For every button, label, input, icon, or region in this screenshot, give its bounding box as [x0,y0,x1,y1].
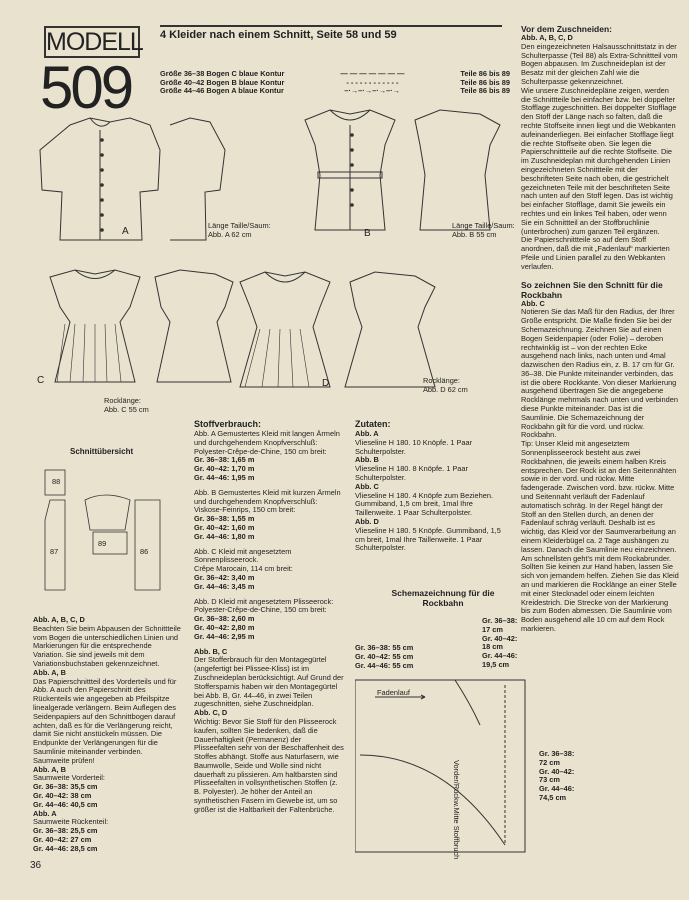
subheading: Abb. D [355,516,379,526]
value-line: Gr. 44–46: 1,95 m [194,472,255,482]
paragraph: Polyester-Crêpe-de-Chine, 150 cm breit: [194,605,327,615]
dress-b-length-label: Länge Taille/Saum: [452,221,515,230]
schnitt-heading: Schnittübersicht [70,447,134,456]
notions-heading: Zutaten: [355,419,391,429]
value-line: Gr. 44–46: [482,651,518,661]
value-line: Gr. 44–46: 40,5 cm [33,799,98,809]
paragraph: Wie unsere Zuschneidepläne zeigen, werden die Schnittteile bei einfacher bzw. bei doppelter Stofflage zugeschnitten. Bei doppelter Stofflage den Stoff der Länge nach so falten, daß die rechte Stoffseite innen liegt und die Webkanten aufeinanderliegen. Bei einfacher Stofflage liegt die rechte Stoffseite oben. Sie legen die Papierschnittteile auf die rechte Stoffseite. Die im Zuschneideplan mit durchgehenden Linien eingezeichneten Schnittteile mit der beschrifteten Seite nach oben, die gestrichelt gezeichneten Teile mit der beschrifteten Seite nach unten auf den Stoff legen. Das ist wichtig bei einfacher Stofflage, damit Sie jeweils ein rechtes und ein linkes Teil haben, oder wenn Sie ein Schnittteil an der Stoffbruchlinie (unterbrochen) zum ganzen Teil ergänzen. [521,85,677,236]
subheading: Abb. A, B [33,667,66,677]
paragraph: Vlieseline H 180. 5 Knöpfe. Gummiband, 1,5 cm breit, 1mal Ihre Taillenweite. 1 Paar Schulterpolster. [355,525,501,553]
subheading: Abb. C [521,298,545,308]
paragraph: Abb. A Gemustertes Kleid mit langen Ärmeln und durchgehendem Knopfverschluß: [194,429,340,447]
dress-d-length-value: Abb. D 62 cm [423,385,468,394]
paragraph: Der Stofferbrauch für den Montagegürtel (angefertigt bei Plissee-Kliss) ist im Zuschneideplan berücksichtigt. Auf Grund der Stoffersparnis haben wir den Montagegürtel bei Abb. B, Gr. 44–46, in zwei Teilen zugeschnitten, siehe Zuschneidplan. [194,655,344,709]
value-line: 74,5 cm [539,792,567,802]
subheading: Abb. C [355,481,379,491]
paragraph: Saumweite Rückenteil: [33,817,109,827]
value-line: Gr. 40–42: 27 cm [33,834,92,844]
model-label: MODELL [46,28,143,56]
notions-column [355,419,505,553]
paragraph: Abb. C Kleid mit angesetztem Sonnenplisseerock. [194,546,292,565]
value-line: 18 cm [482,642,503,652]
value-line: 73 cm [539,775,560,785]
size-pages: Teile 86 bis 89 [460,77,510,87]
dress-a-length-label: Länge Taille/Saum: [208,221,271,230]
dress-b-label: B [364,228,371,239]
subheading: Abb. A, B, C, D [521,33,573,42]
dress-a-illustration [30,110,230,250]
size-pages: Teile 86 bis 89 [460,69,510,78]
value-line: Gr. 44–46: 28,5 cm [33,843,98,853]
pattern-label-89: 89 [98,539,107,548]
dress-c-illustration [35,262,235,392]
page-title: 4 Kleider nach einem Schnitt, Seite 58 und 59 [160,29,397,41]
value-line: Gr. 44–46: [539,784,575,794]
value-line: Gr. 36–42: 3,40 m [194,572,255,582]
value-line: 17 cm [482,624,503,634]
left-column [33,616,181,854]
paragraph: Wichtig: Bevor Sie Stoff für den Plisseerock kaufen, sollten Sie bedenken, daß die Dauerhaftigkeit (Permanenz) der Plisseefalten sehr von der Beschaffenheit des Stoffes abhängt. Stoffe aus Naturfasern, wie Baumwolle, Seide und Wolle sind nicht dauerhaft zu plissieren. Am haltbarsten sind Plisseefalten in vollsynthetischen Stoffen (z. B. Polyester). Je höher der Anteil an synthetischen Fasern im Gewebe ist, um so größer ist die Haltbarkeit der Faltenbrüche. [194,716,344,814]
page-number: 36 [30,860,42,871]
fabric-heading: Stoffverbrauch: [194,419,262,429]
value-line: Gr. 36–38: [539,749,575,758]
paragraph: Saumweite Vorderteil: [33,773,105,783]
value-line: Gr. 36–38: 1,55 m [194,514,255,524]
subheading: Abb. B [355,455,379,465]
size-line: –·→–·→–·→–·→ [344,86,401,95]
paragraph: Polyester-Crêpe-de-Chine, 150 cm breit: [194,446,327,456]
size-row [160,87,510,96]
right-heading: Vor dem Zuschneiden: [521,24,612,34]
dress-b-illustration [285,100,505,240]
dress-c-label: C [37,375,45,386]
size-label: Größe 40–42 Bogen B blaue Kontur [160,77,285,87]
size-line: - - - - - - - - - - - - [346,77,399,87]
value-line: Gr. 40–42: 1,60 m [194,522,255,532]
value-line: Gr. 40–42: 1,70 m [194,464,255,474]
paragraph: Den eingezeichneten Halsausschnittstatz in der Schulterpasse (Teil 88) als Extra-Schnittteil vom Bogen abpausen. Im Zuschneideplan ist der Besatz mit der gleichen Zahl wie die Schulterpasse gekennzeichnet. [521,41,678,86]
value-line: Gr. 44–46: 2,95 m [194,631,255,641]
dress-d-length-label: Rocklänge: [423,376,460,385]
right-heading: So zeichnen Sie den Schnitt für die Rockbahn [521,279,663,300]
schema-left-values [355,644,475,670]
paragraph: Viskose-Feinrips, 150 cm breit: [194,505,296,515]
value-line: Gr. 44–46: 3,45 m [194,581,255,591]
paragraph: Vlieseline H 180. 4 Knöpfe zum Beziehen. Gummiband, 1,5 cm breit, 1mal Ihre Taillenweite. 1 Paar Schulterpolster. [355,490,494,518]
paragraph: Das Papierschnittteil des Vorderteils und für Abb. A auch den Papierschnitt des Rückenteils wie angegeben ab Pfeilspitze linealgerade verlängern. Beim Auflegen des Seidenpapiers auf den Schnittbogen darauf achten, daß es für die Verlängerung reicht, damit Sie nicht anstückeln müssen. Die Endpunkte der Verlängerungen für die Saumlinie miteinander verbinden. Saumweite prüfen! [33,676,177,765]
value-line: Gr. 36–38: [482,616,518,625]
subheading: Abb. A [33,808,57,818]
value-line: Gr. 44–46: 1,80 m [194,531,255,541]
size-line: — — — — — — — [340,69,405,78]
pattern-label-88: 88 [52,477,61,486]
schema-bottom-values [539,750,589,803]
value-line: Gr. 36–38: 1,65 m [194,455,255,465]
paragraph: Notieren Sie das Maß für den Radius, der Ihrer Größe entspricht. Die Maße finden Sie bei der Schemazeichnung. Zeichnen Sie auf einen Bogen Seidenpapier (oder Folie) – deroben rechtwinklig ist – von der rechten Ecke ausgehend nach links, nach unten und 4mal dazwischen den Radius ein, z. B. 17 cm für Gr. 36–38. Die Punkte miteinander verbinden, das ist die obere Rockkante. Von dieser Markierung ausgehend übertragen Sie die angegebene Rocklänge mehrmals nach unten und verbinden diese Punkte miteinander. Das ist die Saumlinie. Die Schemazeichnung der Rockbahn gilt für die vord. und rückw. Rockbahn. [521,307,678,440]
skirt-schema-diagram [355,675,535,855]
value-line: Gr. 40–42: [482,633,518,643]
dress-c-length-value: Abb. C 55 cm [104,405,149,414]
dress-a-label: A [122,226,129,237]
schema-heading: Schemazeichnung für die Rockbahn [391,588,495,608]
size-label: Größe 44–46 Bogen A blaue Kontur [160,86,284,95]
right-column [521,24,679,634]
subheading: Abb. C, D [194,708,228,718]
center-fold-label: Vorder/Rückw.Mitte Stoffbruch [452,760,461,860]
paragraph: Tip: Unser Kleid mit angesetztem Sonnenplisseerock besteht aus zwei Rockbahnen, die jeweils einem halben Kreis entsprechen. Der Rock ist an den Seitennähten sowie in der vord. und rückw. Mitte fadengerade. Zwischen vord. bzw. rückw. Mitte und Seitennaht verläuft der Fadenlauf automatisch schräg. In der Regel hängt der Stoff an den Stellen durch, an denen der Fadenlauf schräg verläuft. Deshalb ist es wichtig, das Kleid vor der Saumverarbeitung an einem Kleiderbügel ca. 2 Tage aushängen zu lassen. Danach die Saumlinie neu einzeichnen. Am schnellsten geht's mit dem Rockabrunder. Sollten Sie keinen zur Hand haben, lassen Sie sich von jemandem helfen. Ziehen Sie das Kleid an und markieren die Rocklänge an einer Stelle mit einer Stecknadel oder einem leichten Kreidestrich. Die Strecke von der Markierung bis zum Boden abmessen. Die Saumlinie vom Boden ausgehend alle 10 cm auf dem Rock markieren. [521,439,679,633]
model-number: 509 [40,54,132,121]
pattern-label-87: 87 [50,547,59,556]
size-table [160,70,510,96]
paragraph: Vlieseline H 180. 10 Knöpfe. 1 Paar Schulterpolster. [355,437,473,456]
paragraph: Abb. D Kleid mit angesetztem Plisseerock: [194,596,334,606]
subheading: Abb. A [355,429,379,438]
size-label: Größe 36–38 Bogen C blaue Kontur [160,69,285,78]
fabric-column [194,419,344,815]
value-line: Gr. 40–42: 38 cm [33,790,92,800]
subheading: Abb. A, B [33,764,66,774]
value-line: Gr. 36–38: 25,5 cm [33,826,98,836]
dress-a-length-value: Abb. A 62 cm [208,230,252,239]
value-line: 19,5 cm [482,659,510,669]
value-line: Gr. 40–42: 2,80 m [194,622,255,632]
dress-d-label: D [322,378,330,389]
subheading: Abb. B, C [194,646,228,656]
dress-d-illustration [225,262,445,392]
value-line: Gr. 36–38: 2,60 m [194,614,255,624]
value-line: Gr. 40–42: 55 cm [355,651,414,661]
value-line: 72 cm [539,757,560,767]
value-line: Gr. 36–38: 35,5 cm [33,782,98,792]
value-line: Gr. 44–46: 55 cm [355,660,414,670]
dress-c-length-label: Rocklänge: [104,396,141,405]
subheading: Abb. A, B, C, D [33,615,85,624]
paragraph: Beachten Sie beim Abpausen der Schnittteile vom Bogen die unterschiedlichen Linien und Markierungen für die entsprechende Variation. Sie sind jeweils mit dem Variationsbuchstaben gekennzeichnet. [33,623,181,668]
value-line: Gr. 40–42: [539,766,575,776]
size-pages: Teile 86 bis 89 [460,86,510,95]
value-line: Gr. 36–38: 55 cm [355,643,414,652]
paragraph: Abb. B Gemustertes Kleid mit kurzen Ärmeln und durchgehendem Knopfverschluß: [194,487,341,506]
dress-b-length-value: Abb. B 55 cm [452,230,497,239]
paragraph: Vlieseline H 180. 8 Knöpfe. 1 Paar Schulterpolster. [355,464,468,482]
paragraph: Die Papierschnittteile so auf dem Stoff anordnen, daß die mit „Fadenlauf“ markierten Pfeile und Linien parallel zu den Webkanten verlaufen. [521,235,670,271]
paragraph: Crêpe Marocain, 114 cm breit: [194,564,293,574]
grainline-label: Fadenlauf [377,688,410,697]
pattern-label-86: 86 [140,547,149,556]
